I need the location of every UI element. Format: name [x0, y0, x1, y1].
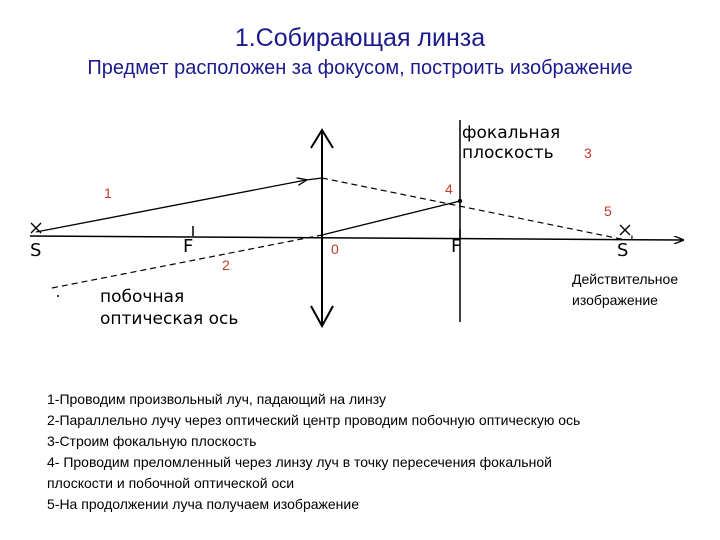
ray-incident	[36, 180, 306, 232]
step-1-label: 1	[104, 185, 112, 201]
step-line: 1-Проводим произвольный луч, падающий на линзу	[47, 391, 386, 407]
principal-axis	[30, 236, 683, 240]
focal-plane-label-1: фокальная	[462, 123, 561, 143]
optical-center-label: 0	[331, 241, 339, 257]
step-5-label: 5	[604, 203, 612, 219]
image-marker	[620, 225, 630, 235]
step-2-label: 2	[222, 257, 230, 273]
focus-right-label: F	[451, 236, 462, 257]
step-line: плоскости и побочной оптической оси	[47, 475, 295, 491]
converging-lens	[311, 130, 333, 326]
step-4-label: 4	[445, 181, 453, 197]
step-line: 4- Проводим преломленный через линзу луч в точку пересечения фокальной	[47, 454, 552, 470]
real-image-label-2: изображение	[572, 292, 658, 308]
step-line: 3-Строим фокальную плоскость	[47, 433, 257, 449]
slide-title: 1.Собирающая линза	[234, 24, 486, 52]
ray-refracted	[322, 178, 626, 240]
ray-incident-tail	[306, 178, 322, 180]
intersection-point	[458, 199, 462, 203]
real-image-label-1: Действительное	[572, 271, 679, 287]
focal-plane-label-2: плоскость	[462, 143, 554, 163]
source-point-label: S	[30, 240, 42, 261]
step-line: 2-Параллельно лучу через оптический центр проводим побочную оптическую ось	[47, 412, 581, 428]
step-3-label: 3	[584, 145, 592, 161]
secondary-axis-start-dot	[57, 295, 59, 297]
image-point-label: S	[617, 240, 629, 261]
secondary-axis-ray-right	[322, 201, 460, 235]
instruction-steps	[47, 389, 707, 515]
step-line: 5-На продолжении луча получаем изображение	[47, 496, 360, 512]
secondary-axis-label-1: побочная	[100, 287, 185, 307]
focus-left-label: F	[183, 236, 194, 257]
slide-subtitle: Предмет расположен за фокусом, построить изображение	[87, 57, 633, 79]
image-point-prime: '	[630, 234, 634, 250]
secondary-axis-label-2: оптическая ось	[100, 309, 239, 329]
